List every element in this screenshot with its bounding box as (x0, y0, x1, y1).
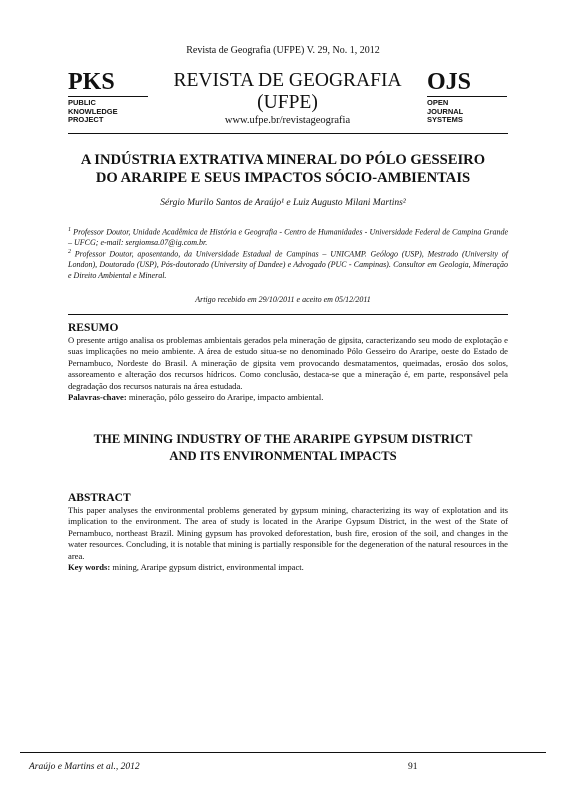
pks-logo-rule (68, 96, 148, 97)
abstract-heading: ABSTRACT (68, 492, 131, 504)
footer-citation: Araújo e Martins et al., 2012 (29, 762, 140, 772)
front-matter-divider (68, 314, 508, 315)
journal-name-line-1: REVISTA DE GEOGRAFIA (173, 70, 402, 91)
key-words-values: mining, Araripe gypsum district, environmental impact. (110, 562, 304, 572)
journal-name (150, 70, 425, 114)
page-number: 91 (408, 762, 418, 772)
abstract-text: This paper analyses the environmental problems generated by gypsum mining, characterizing its way of explotation and its implication to the environment. The area of study is located in the Araripe Gypsum District, in the west of the State of Pernambuco, northeast Brazil. Mining gypsum has provoked deforestation, bush fire, erosion of the soil, and changes in the water resources. Concluding, it is notable that mining is partially responsible for the degeneration of the natural resources in the area. (68, 505, 508, 561)
pks-logo-letters: PKS (68, 69, 115, 95)
palavras-chave-label: Palavras-chave: (68, 392, 127, 402)
footer-divider (20, 752, 546, 753)
article-title-en-line-2: AND ITS ENVIRONMENTAL IMPACTS (169, 449, 397, 463)
ojs-logo-line-3: SYSTEMS (427, 115, 463, 124)
footnote-2 (68, 247, 508, 281)
article-title-pt-line-2: DO ARARIPE E SEUS IMPACTOS SÓCIO-AMBIENTAIS (95, 170, 471, 186)
ojs-logo-rule (427, 96, 507, 97)
masthead-divider (68, 133, 508, 134)
journal-masthead (150, 70, 425, 128)
footnote-1-mark: 1 (68, 227, 71, 233)
pks-logo-line-2: KNOWLEDGE (68, 106, 118, 116)
footnote-1-text: Professor Doutor, Unidade Acadêmica de História e Geografia - Centro de Humanidades - Universidade Federal de Campina Grande – UFCG; e-mail: sergiomsa.07@ig.com.br. (68, 227, 508, 248)
resumo-text: O presente artigo analisa os problemas ambientais gerados pela mineração de gipsita, caracterizando seu modo de explotação e suas implicações no meio ambiente. A área de estudo situa-se no denominado Pólo Gesseiro do Araripe, oeste do Estado de Pernambuco, Nordeste do Brasil. A mineração de gipsita vem provocando desmatamentos, queimadas, erosão dos solos, assoreamento e alteração dos recursos hídricos. Como conclusão, destaca-se que a mineração é, em parte, responsável pela degradação dos recursos naturais na área estudada. (68, 335, 508, 391)
article-title-en-line-1: THE MINING INDUSTRY OF THE ARARIPE GYPSUM DISTRICT (93, 432, 473, 446)
article-title-english (40, 431, 526, 465)
ojs-logo (427, 70, 507, 125)
authors: Sérgio Murilo Santos de Araújo¹ e Luiz Augusto Milani Martins² (160, 198, 406, 208)
article-title-pt-line-1: A INDÚSTRIA EXTRATIVA MINERAL DO PÓLO GESSEIRO (80, 152, 486, 168)
pks-logo-line-3: PROJECT (68, 115, 104, 124)
article-title-portuguese (40, 151, 526, 187)
resumo-heading: RESUMO (68, 322, 119, 334)
journal-name-line-2: (UFPE) (257, 92, 318, 113)
pks-logo (68, 70, 148, 125)
key-words-label: Key words: (68, 562, 111, 572)
ojs-logo-line-1: OPEN (427, 98, 449, 107)
journal-url: www.ufpe.br/revistageografia (224, 115, 351, 126)
pks-logo-line-1: PUBLIC (68, 98, 96, 107)
received-accepted-dates: Artigo recebido em 29/10/2011 e aceito em 05/12/2011 (195, 295, 371, 304)
footnote-2-text: Professor Doutor, aposentando, da Universidade Estadual de Campinas – UNICAMP. Geólogo (USP), Mestrado (University of London), Doutorado (USP), Pós-doutorado (University of Dandee) e Advogado (PUC - Campinas). Consultor em Geologia, Mineração e Direito Ambiental e Mineral. (68, 249, 508, 280)
running-header: Revista de Geografia (UFPE) V. 29, No. 1, 2012 (186, 45, 380, 56)
key-words (68, 562, 508, 573)
ojs-logo-letters: OJS (427, 69, 472, 95)
footnote-1 (68, 225, 508, 249)
ojs-logo-line-2: JOURNAL (427, 106, 464, 116)
palavras-chave-values: mineração, pólo gesseiro do Araripe, impacto ambiental. (126, 392, 324, 402)
footnote-2-mark: 2 (68, 249, 71, 255)
palavras-chave (68, 392, 508, 403)
